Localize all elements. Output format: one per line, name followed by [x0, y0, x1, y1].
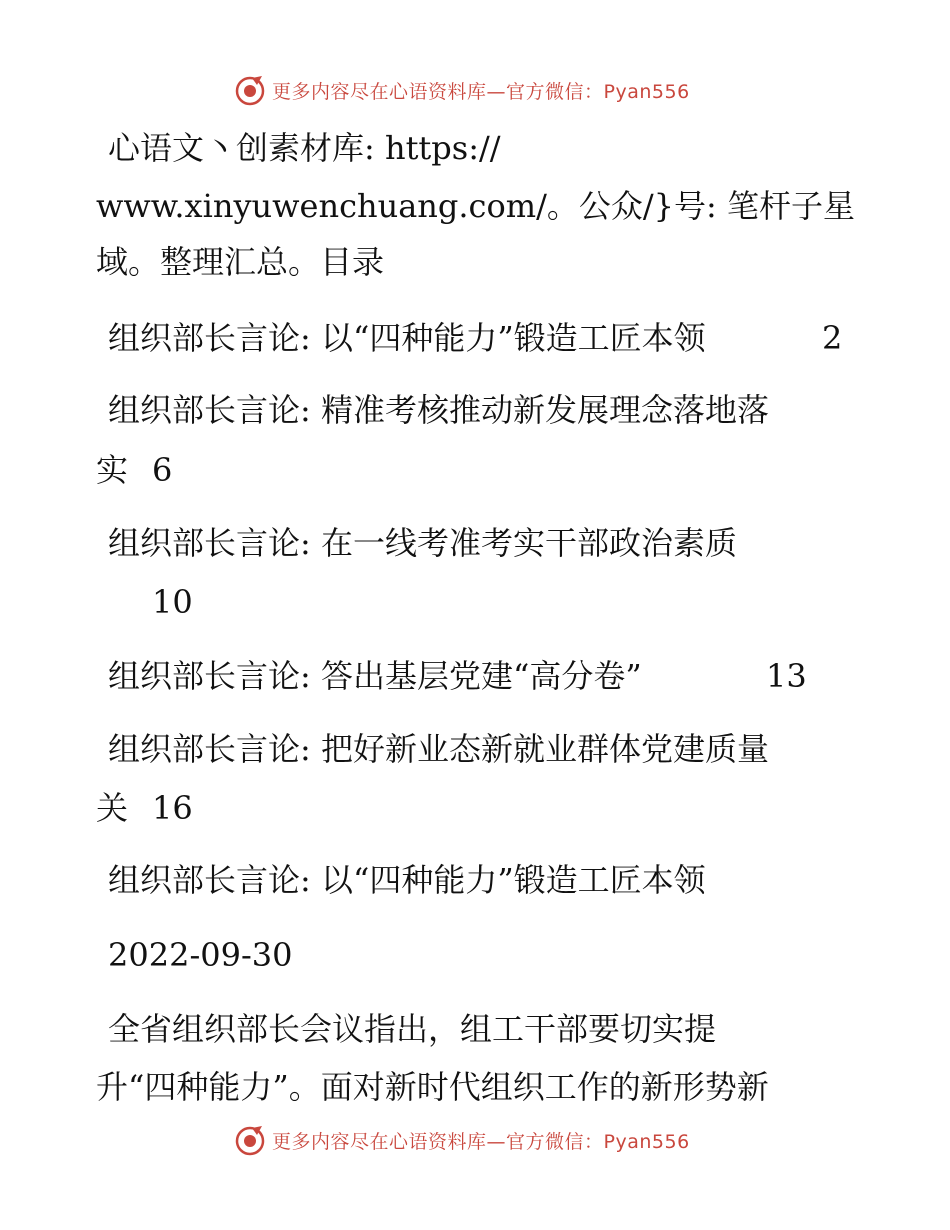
toc-entry-3-page: 10	[152, 583, 193, 621]
toc-entry-5-title-cont[interactable]: 关	[96, 789, 129, 827]
toc-entry-1-page: 2	[822, 319, 843, 357]
article-date: 2022-09-30	[108, 936, 293, 974]
intro-line-2: www.xinyuwenchuang.com/。公众/}号: 笔杆子星	[96, 187, 855, 225]
toc-entry-2-title[interactable]: 组织部长言论: 精准考核推动新发展理念落地落	[108, 391, 769, 429]
intro-line-3: 域。整理汇总。目录	[96, 243, 385, 281]
toc-entry-4-title[interactable]: 组织部长言论: 答出基层党建“高分卷”	[108, 657, 642, 695]
pen-circle-logo-icon	[234, 74, 266, 106]
toc-entry-1-title[interactable]: 组织部长言论: 以“四种能力”锻造工匠本领	[108, 319, 706, 357]
toc-entry-2-page: 6	[152, 451, 173, 489]
article-paragraph-line-1: 全省组织部长会议指出，组工干部要切实提	[108, 1010, 717, 1048]
toc-entry-4-page: 13	[766, 657, 807, 695]
article-title: 组织部长言论: 以“四种能力”锻造工匠本领	[108, 861, 706, 899]
header-banner	[234, 72, 690, 108]
toc-entry-5-page: 16	[152, 789, 193, 827]
header-banner-text: 更多内容尽在心语资料库—官方微信：Pyan556	[272, 80, 690, 103]
pen-circle-logo-icon	[234, 1124, 266, 1156]
footer-banner-text: 更多内容尽在心语资料库—官方微信：Pyan556	[272, 1130, 690, 1153]
toc-entry-2-title-cont[interactable]: 实	[96, 451, 129, 489]
toc-entry-3-title[interactable]: 组织部长言论: 在一线考准考实干部政治素质	[108, 524, 737, 562]
toc-entry-5-title[interactable]: 组织部长言论: 把好新业态新就业群体党建质量	[108, 730, 769, 768]
footer-banner	[234, 1122, 690, 1158]
intro-line-1: 心语文丶创素材库: https://	[108, 129, 501, 167]
article-paragraph-line-2: 升“四种能力”。面对新时代组织工作的新形势新	[96, 1068, 769, 1106]
